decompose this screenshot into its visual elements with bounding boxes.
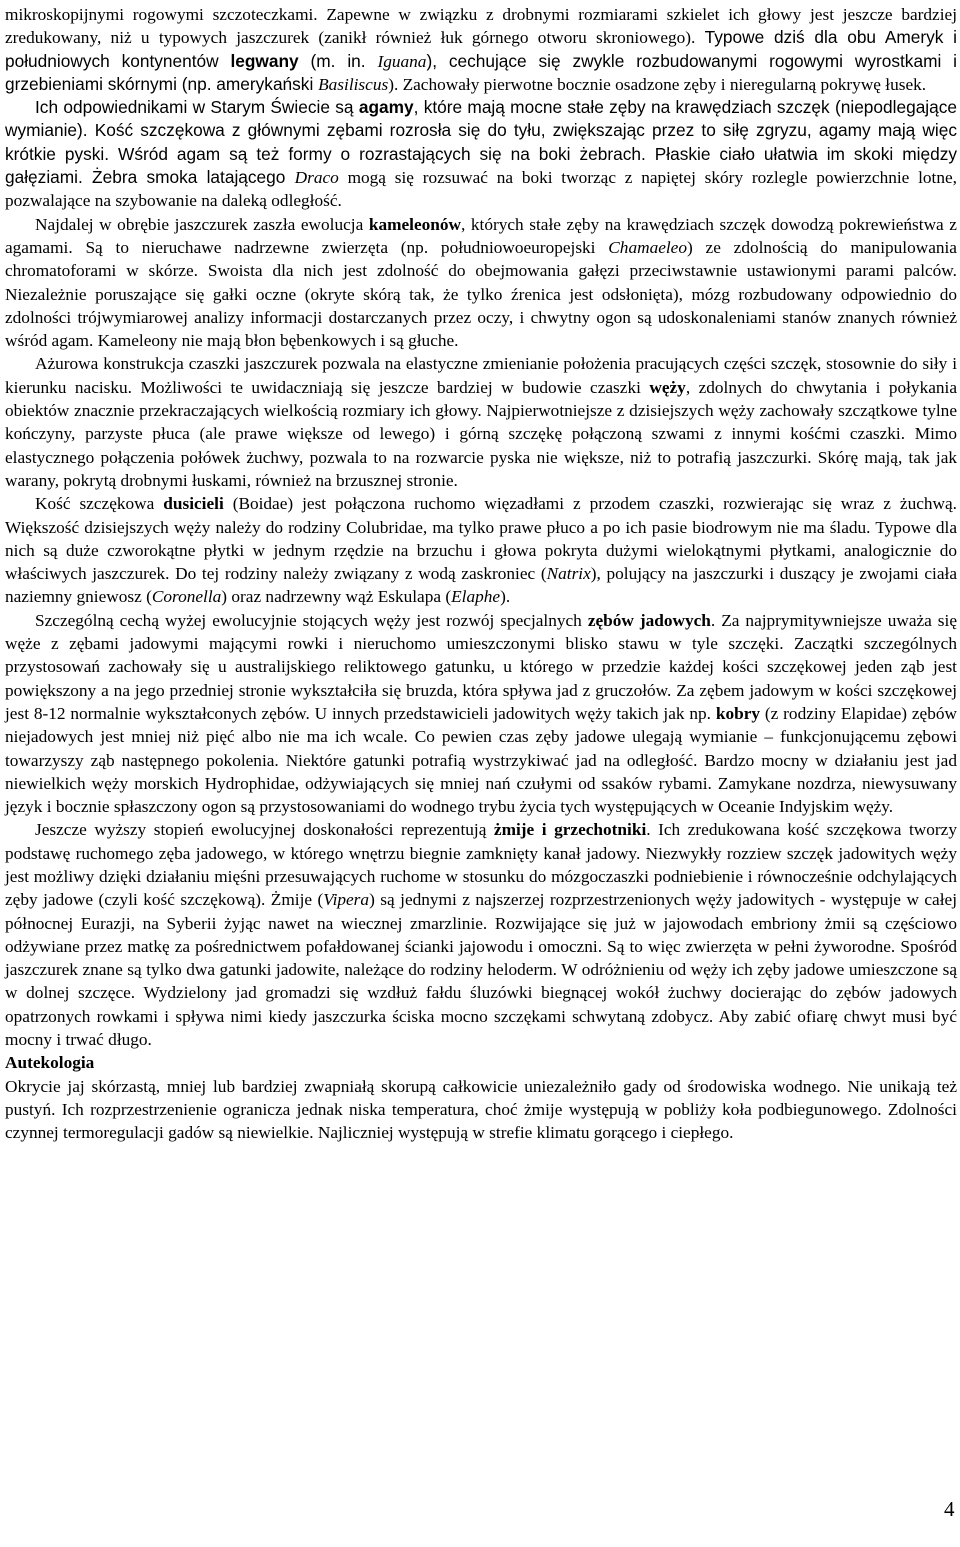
paragraph [5,352,957,492]
text-run: Najdalej w obrębie jaszczurek zaszła ewolucja [35,214,369,234]
text-run: ), cechujące się zwykle rozbudowanymi rogowymi wyrostkami i grzebieniami skórnymi (np. amerykański [5,50,957,94]
text-run: ). Zachowały pierwotne bocznie osadzone zęby i nieregularną pokrywę łusek. [388,74,927,94]
text-run: żmije i grzechotniki [493,820,647,840]
paragraph [5,96,957,212]
paragraph [5,3,957,96]
text-run: Elaphe [451,587,501,607]
text-run: , zdolnych do chwytania i połykania obiektów znacznie przekraczających wielkością rozmiary ich głowy. Najpierwotniejsze z dzisiejszych węży zachowały szczątkowe tylne kończyny, parzyste płuca (ale prawe większe od lewego) i górną szczękę połączoną szwami z innymi kośćmi czaszki. Mimo elastycznego połączenia połówek żuchwy, pozwala to na rozwarcie pyska nie większe, niż to potrafią jaszczurki. Skórę mają, tak jak warany, pokrytą drobnymi łuskami, również na brzusznej stronie. [5,377,957,490]
paragraph [5,213,957,353]
document-page [5,3,957,1145]
text-run: . Za najprymitywniejsze uważa się węże z zębami jadowymi mającymi rowki i nieruchomo umieszczonymi blisko stawu w tyle szczęki. Zaczątki szczególnych przystosowań zachowały się u australijskiego reliktowego gatunku, u którego w przedzie każdej kości szczękowej jeden ząb jest powiększony a na jego przedniej stronie wykształciła się bruzda, która spływa jad z gruczołów. Za zębem jadowym w kości szczękowej jest 8-12 normalnie wykształconych zębów. U innych przedstawicieli jadowitych węży takich jak np. [5,610,957,723]
text-run: Iguana [377,51,427,71]
text-run: Kość szczękowa [35,494,164,514]
text-run: agamy [358,97,414,118]
text-run: Szczególną cechą wyżej ewolucyjnie stojących węży jest rozwój specjalnych [35,610,588,630]
text-run: Draco [294,168,339,188]
text-run: Vipera [323,890,370,910]
text-run: Ich odpowiednikami w Starym Świecie są [35,97,359,118]
text-run: Natrix [546,564,591,584]
text-run: ). [500,587,511,607]
text-run: dusicieli [163,494,224,514]
text-run: ) ze zdolnością do manipulowania chromatoforami w skórze. Swoista dla nich jest zdolność do obejmowania gałęzi przeciwstawnie ustawionymi parami palców. Niezależnie poruszające się gałki oczne (okryte skórą tak, że tylko źrenica jest odsłonięta), mózg rozbudowany odpowiednio do zdolności trójwymiarowej analizy informacji dostarczanych przez oczy, i chwytny ogon są udoskonaleniami stanów znanych również wśród agam. Kameleony nie mają błon bębenkowych i są głuche. [5,237,957,351]
text-run: (Boidae) jest połączona ruchomo więzadłami z przodem czaszki, rozwierając się wraz z żuchwą. Większość dzisiejszych węży należy do rodziny Colubridae, ma tylko prawe płuco a po ich pasie biodrowym nie ma śladu. Typowe dla nich są duże czworokątne płytki w jednym rzędzie na brzuchu i głowa pokryta dużymi wielokątnymi płytkami, analogicznie do właściwych jaszczurek. Do tej rodziny należy związany z wodą zaskroniec ( [5,494,957,584]
text-run: mogą się rozsuwać na boki tworząc z napiętej skóry rozlegle powierzchnie lotne, pozwalające na szybowanie na daleką odległość. [5,168,957,211]
text-run: kobry [715,703,761,723]
text-run: Chamaeleo [608,237,687,257]
text-run: (m. in. [298,50,378,71]
text-run: węży [649,377,686,397]
text-run: Okrycie jaj skórzastą, mniej lub bardziej zwapniałą skorupą całkowicie uniezależniło gady od środowiska wodnego. Nie unikają też pustyń. Ich rozprzestrzenienie ogranicza jednak niska temperatura, choć żmije występują w pobliży koła podbiegunowego. Zdolności czynnej termoregulacji gadów są niewielkie. Najliczniej występują w strefie klimatu gorącego i ciepłego. [5,1076,957,1143]
text-run: Jeszcze wyższy stopień ewolucyjnej doskonałości reprezentują [35,820,494,840]
text-run: Coronella [151,587,222,607]
text-run: legwany [230,50,299,71]
text-run: Typowe dziś dla obu Ameryk i południowych kontynentów [5,27,957,71]
text-run: kameleonów [368,214,461,234]
paragraph [5,1075,957,1145]
paragraph [5,492,957,608]
paragraph [5,818,957,1051]
section-heading: Autekologia [5,1053,95,1073]
text-run: Basiliscus [318,74,389,94]
paragraph [5,609,957,819]
text-run: mikroskopijnymi rogowymi szczoteczkami. Zapewne w związku z drobnymi rozmiarami szkielet ich głowy jest jeszcze bardziej zredukowany, niż u typowych jaszczurek (zanikł również łuk górnego otworu skroniowego). [5,5,957,48]
text-run: zębów jadowych [587,610,711,630]
text-run: (z rodziny Elapidae) zębów niejadowych jest mniej niż pięć albo nie ma ich wcale. Co pewien czas zęby jadowe ulegają wymianie – funkcjonującemu zębowi towarzyszy ząb następnego pokolenia. Niektóre gatunki potrafią wystrzykiwać jad na odległość. Bardzo mocny w działaniu jest jad niewielkich węży morskich Hydrophidae, odżywiających się mniej nań czułymi od ssaków rybami. Zamykane nozdrza, niewysuwany język i bocznie spłaszczony ogon są przystosowaniami do wodnego trybu życia tych występujących w Oceanie Indyjskim węży. [5,703,957,817]
text-run: . Ich zredukowana kość szczękowa tworzy podstawę ruchomego zęba jadowego, w którego wnętrzu biegnie zamknięty kanał jadowy. Niezwykły rozziew szczęk jadowitych węży jest możliwy dzięki działaniu mięśni przesuwających ruchome w stosunku do mózgoczaszki podniebienie i równocześnie odchylających zęby jadowe (czyli kość szczękową). Żmije ( [5,820,957,910]
text-run: ), polujący na jaszczurki i duszący je zwojami ciała naziemny gniewosz ( [5,564,957,607]
text-run: ) są jednymi z najszerzej rozprzestrzenionych węży jadowitych - występuje w całej północnej Eurazji, na Syberii żyjąc nawet na wiecznej zmarzlinie. Rozwijające się już w jajowodach embriony żmii są częściowo odżywiane przez matkę za pośrednictwem pofałdowanej ścianki jajowodu i omoczni. Są to więc zwierzęta w pełni żyworodne. Spośród jaszczurek znane są tylko dwa gatunki jadowite, należące do rodziny heloderm. W odróżnieniu od węży ich zęby jadowe umieszczone są w dolnej szczęce. Wydzielony jad gromadzi się wzdłuż fałdu śluzówki biegnącej wokół żuchwy docierając do zębów jadowych opatrzonych rowkami i spływa nimi kiedy jaszczurka ściska mocno szczękami schwytaną zdobycz. Aby zabić ofiarę chwyt musi być mocny i trwać długo. [5,890,957,1050]
text-run: , których stałe zęby na krawędziach szczęk dowodzą pokrewieństwa z agamami. Są to nieruchawe nadrzewne zwierzęta (np. południowoeuropejski [5,214,957,257]
page-number: 4 [944,1497,955,1521]
text-run: , które mają mocne stałe zęby na krawędziach szczęk (niepodlegające wymianie). Kość szczękowa z głównymi zębami rozrosła się do tyłu, zwiększając przez to siłę zgryzu, agamy mają więc krótkie pyski. Wśród agam są też formy o rozrastających się na boki żebrach. Płaskie ciało ułatwia im skoki między gałęziami. Żebra smoka latającego [5,97,958,188]
text-run: Ażurowa konstrukcja czaszki jaszczurek pozwala na elastyczne zmienianie położenia pracujących części szczęk, stosownie do siły i kierunku nacisku. Możliwości te uwidaczniają się jeszcze bardziej w budowie czaszki [5,354,957,397]
text-run: ) oraz nadrzewny wąż Eskulapa ( [221,587,452,607]
